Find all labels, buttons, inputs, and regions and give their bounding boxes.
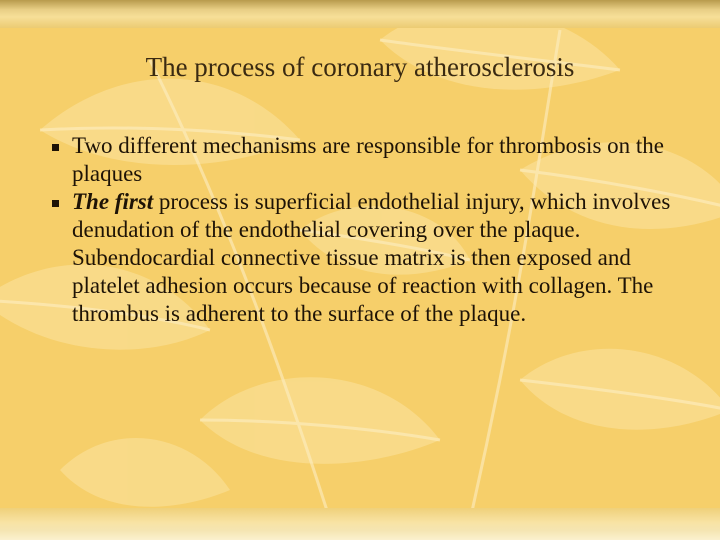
slide-title: The process of coronary atherosclerosis xyxy=(145,52,575,82)
bullet-item-1 xyxy=(52,132,692,188)
bullet-text: process is superficial endothelial injury, which involves denudation of the endothelial covering over the plaque. Subendocardial connective tissue matrix is then exposed and platelet adhesion occurs because of reaction with collagen. The thrombus is adherent to the surface of the plaque. xyxy=(72,189,671,326)
bottom-frame-border xyxy=(0,508,720,540)
top-frame-border xyxy=(0,0,720,28)
bullet-list xyxy=(52,132,692,328)
bullet-lead-emphasis: The first xyxy=(72,189,154,214)
bullet-item-2 xyxy=(52,188,692,328)
square-bullet-icon xyxy=(52,200,59,207)
bullet-text: Two different mechanisms are responsible for thrombosis on the plaques xyxy=(72,133,664,186)
square-bullet-icon xyxy=(52,144,59,151)
